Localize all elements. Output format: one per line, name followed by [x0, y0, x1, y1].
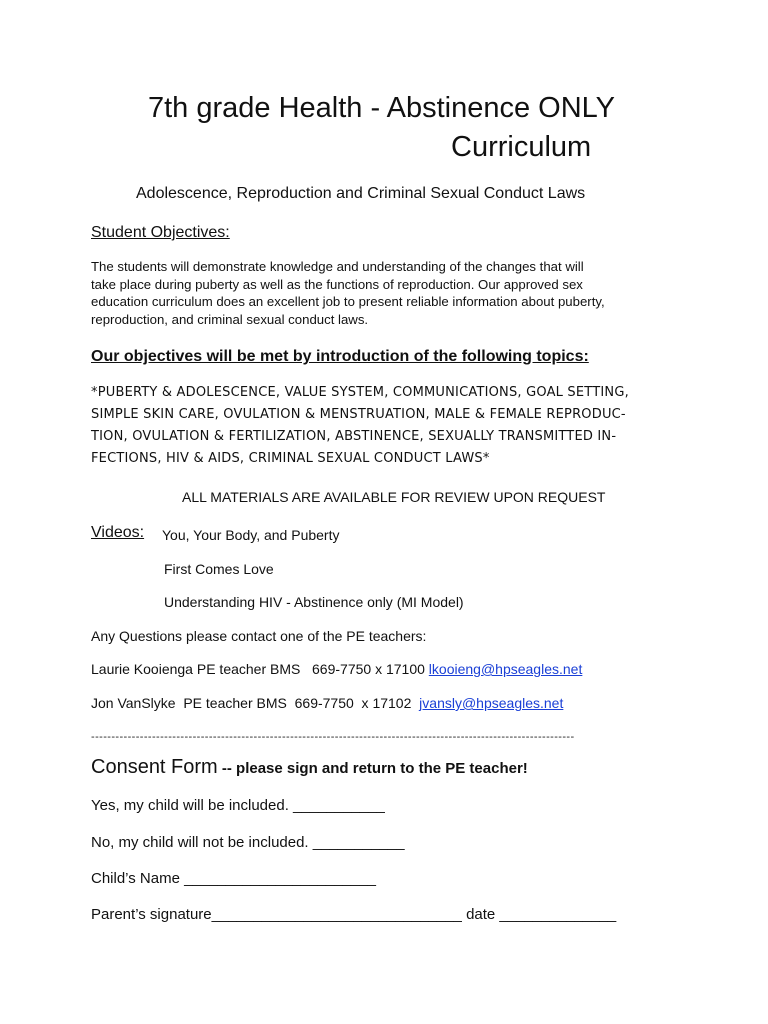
topics-line: *PUBERTY & ADOLESCENCE, VALUE SYSTEM, COMMUNICATIONS, GOAL SETTING, — [91, 385, 629, 400]
consent-yes-line[interactable]: Yes, my child will be included. ___________ — [91, 797, 385, 814]
videos-label: Videos: — [91, 524, 145, 541]
email-link[interactable]: lkooieng@hpseagles.net — [428, 661, 583, 677]
paragraph-line: reproduction, and criminal sexual conduct laws. — [91, 311, 369, 327]
paragraph-line: education curriculum does an excellent job to present reliable information about puberty, — [91, 294, 605, 309]
paragraph-line: The students will demonstrate knowledge and understanding of the changes that will — [91, 259, 584, 274]
consent-instruction: -- please sign and return to the PE teacher! — [217, 760, 528, 777]
consent-no-line[interactable]: No, my child will not be included. ___________ — [91, 834, 405, 851]
video-item: Understanding HIV - Abstinence only (MI Model) — [164, 594, 464, 610]
page-subtitle: Adolescence, Reproduction and Criminal Sexual Conduct Laws — [136, 185, 586, 202]
email-link[interactable]: jvansly@hpseagles.net — [419, 695, 564, 711]
consent-form-heading — [91, 756, 528, 779]
contact-jon — [91, 695, 563, 711]
page-title-line-1: 7th grade Health - Abstinence ONLY — [148, 92, 615, 124]
topics-line: TION, OVULATION & FERTILIZATION, ABSTINENCE, SEXUALLY TRANSMITTED IN- — [91, 429, 617, 444]
contact-text: Jon VanSlyke PE teacher BMS 669-7750 x 17102 — [91, 695, 420, 711]
objectives-paragraph — [91, 258, 691, 328]
video-item: First Comes Love — [164, 561, 274, 577]
topics-line: SIMPLE SKIN CARE, OVULATION & MENSTRUATION, MALE & FEMALE REPRODUC- — [91, 407, 626, 422]
contact-intro: Any Questions please contact one of the PE teachers: — [91, 628, 427, 644]
paragraph-line: take place during puberty as well as the functions of reproduction. Our approved sex — [91, 276, 583, 292]
child-name-line[interactable]: Child’s Name _______________________ — [91, 870, 376, 887]
topics-list — [91, 382, 629, 470]
materials-note: ALL MATERIALS ARE AVAILABLE FOR REVIEW UPON REQUEST — [182, 489, 606, 505]
topics-line: FECTIONS, HIV & AIDS, CRIMINAL SEXUAL CONDUCT LAWS* — [91, 451, 490, 466]
page-title-line-2: Curriculum — [451, 131, 592, 163]
contact-laurie — [91, 661, 582, 677]
contact-text: Laurie Kooienga PE teacher BMS 669-7750 x 17100 — [91, 661, 429, 677]
consent-title: Consent Form — [91, 756, 218, 778]
parent-signature-line[interactable]: Parent’s signature______________________________ date ______________ — [91, 906, 617, 923]
topics-heading: Our objectives will be met by introduction of the following topics: — [91, 348, 589, 365]
cut-line-divider: ----------------------------------------------------------------------------------------------------------------------- — [91, 731, 575, 743]
video-item: You, Your Body, and Puberty — [162, 527, 340, 543]
student-objectives-heading: Student Objectives: — [91, 224, 230, 241]
